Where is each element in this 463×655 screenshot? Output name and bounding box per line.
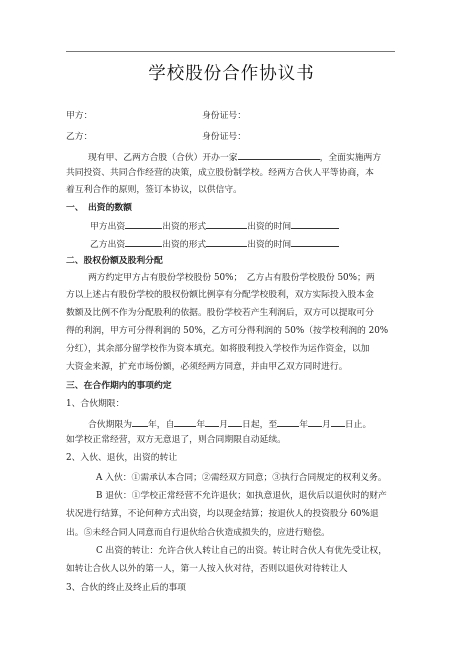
section-1-row-a — [90, 219, 339, 233]
blank — [206, 237, 247, 247]
auto-extend-line: 如学校正常经营，双方无意退了，则合同期限自动延续。 — [66, 435, 286, 445]
document-title: 学校股份合作协议书 — [148, 64, 315, 84]
period-text: 年 — [299, 420, 309, 430]
clause-b-line: B 退伙：①学校正常经营不允许退伙；如执意退伙，退伙后以退伙时的财产 — [96, 491, 387, 501]
period-text: 年 — [196, 420, 206, 430]
blank — [206, 219, 247, 229]
section-2-line: 大资金来源，扩充市场份额，必须经两方同意，并由甲乙双方同时进行。 — [66, 362, 348, 372]
intro-line-2: 共同投资、共同合作经营的决策，成立股份制学校。经两方合伙人平等协商，本 — [66, 168, 374, 178]
party-a-id-label: 身份证号： — [202, 111, 246, 121]
blank — [277, 417, 299, 427]
blank — [331, 417, 345, 427]
section-1-heading: 一、 出资的数额 — [66, 203, 132, 213]
section-2-line: 得的利润，甲方可分得利润的 50%，乙方可分得利润的 50%（按学校利润的 20% — [66, 326, 389, 336]
clause-b-line: 状况进行结算，不论何种方式出资，均以现金结算；按退伙人的投资股分 60%退 — [66, 509, 379, 519]
blank — [125, 237, 162, 247]
party-b-label: 乙方： — [66, 132, 93, 142]
period-text: 月 — [219, 420, 229, 430]
intro-line-1 — [88, 150, 381, 164]
header-rule — [66, 51, 395, 52]
party-a-time-label: 出资的时间 — [247, 222, 292, 232]
item-3-label: 3、合伙的终止及终止后的事项 — [66, 583, 186, 593]
section-2-heading: 二、股权份额及股利分配 — [66, 256, 163, 266]
section-2-line: 两方约定甲方占有股份学校股份 50%； 乙方占有股份学校股份 50%；两 — [88, 273, 375, 283]
blank — [291, 237, 339, 247]
clause-b-line: 出。⑤未经合同人同意而自行退伙给合伙造成损失的，应进行赔偿。 — [66, 528, 330, 538]
section-3-heading: 三、在合作期内的事项约定 — [66, 381, 172, 391]
section-2-line: 数额及比例不作为分配股利的依据。股份学校若产生利润后，双方可以提取可分 — [66, 308, 374, 318]
period-text: 年，自 — [148, 420, 175, 430]
intro-text-a: 现有甲、乙两方合股（合伙）开办一家 — [88, 153, 238, 163]
blank — [132, 417, 148, 427]
intro-text-b: ，全面实施两方 — [319, 153, 382, 163]
section-2-line: 方以上述占有股份学校的股权份额比例享有分配学校股利，双方实际投入股本金 — [66, 290, 374, 300]
clause-c-line: C 出资的转让：允许合伙人转让自己的出资。转让时合伙人有优先受让权， — [96, 546, 388, 556]
party-a-line — [66, 110, 246, 122]
period-text: 日起，至 — [242, 420, 278, 430]
item-1-label: 1、合伙期限： — [66, 399, 125, 409]
party-b-time-label: 出资的时间 — [247, 240, 292, 250]
blank — [291, 219, 339, 229]
party-b-contribution-label: 乙方出资 — [90, 240, 126, 250]
item-2-label: 2、入伙、退伙，出资的转让 — [66, 453, 178, 463]
blank — [205, 417, 219, 427]
period-text: 日止。 — [344, 420, 372, 430]
clause-a: A 入伙：①需承认本合同；②需经双方同意；③执行合同规定的权利义务。 — [96, 473, 387, 483]
party-a-contribution-label: 甲方出资 — [90, 222, 126, 232]
school-name-blank — [238, 150, 320, 160]
section-1-row-b — [90, 237, 339, 251]
partnership-period-line — [88, 417, 371, 431]
intro-line-3: 着互利合作的原则，签订本协议，以供信守。 — [66, 185, 242, 195]
period-text: 合伙期限为 — [88, 420, 132, 430]
period-text: 月 — [322, 420, 331, 430]
blank — [174, 417, 196, 427]
party-a-form-label: 出资的形式 — [162, 222, 207, 232]
party-b-id-label: 身份证号： — [202, 132, 246, 142]
blank — [125, 219, 162, 229]
blank — [228, 417, 242, 427]
section-2-line: 分红），其余部分留学校作为资本填充。如将股利投入学校作为运作资金，以加 — [66, 344, 370, 354]
clause-c-line: 如转让合伙人以外的第一人，第一人按入伙对待，否则以退伙对待转让人 — [66, 564, 348, 574]
party-b-form-label: 出资的形式 — [162, 240, 207, 250]
party-a-label: 甲方： — [66, 111, 93, 121]
party-b-line — [66, 131, 246, 143]
blank — [308, 417, 322, 427]
